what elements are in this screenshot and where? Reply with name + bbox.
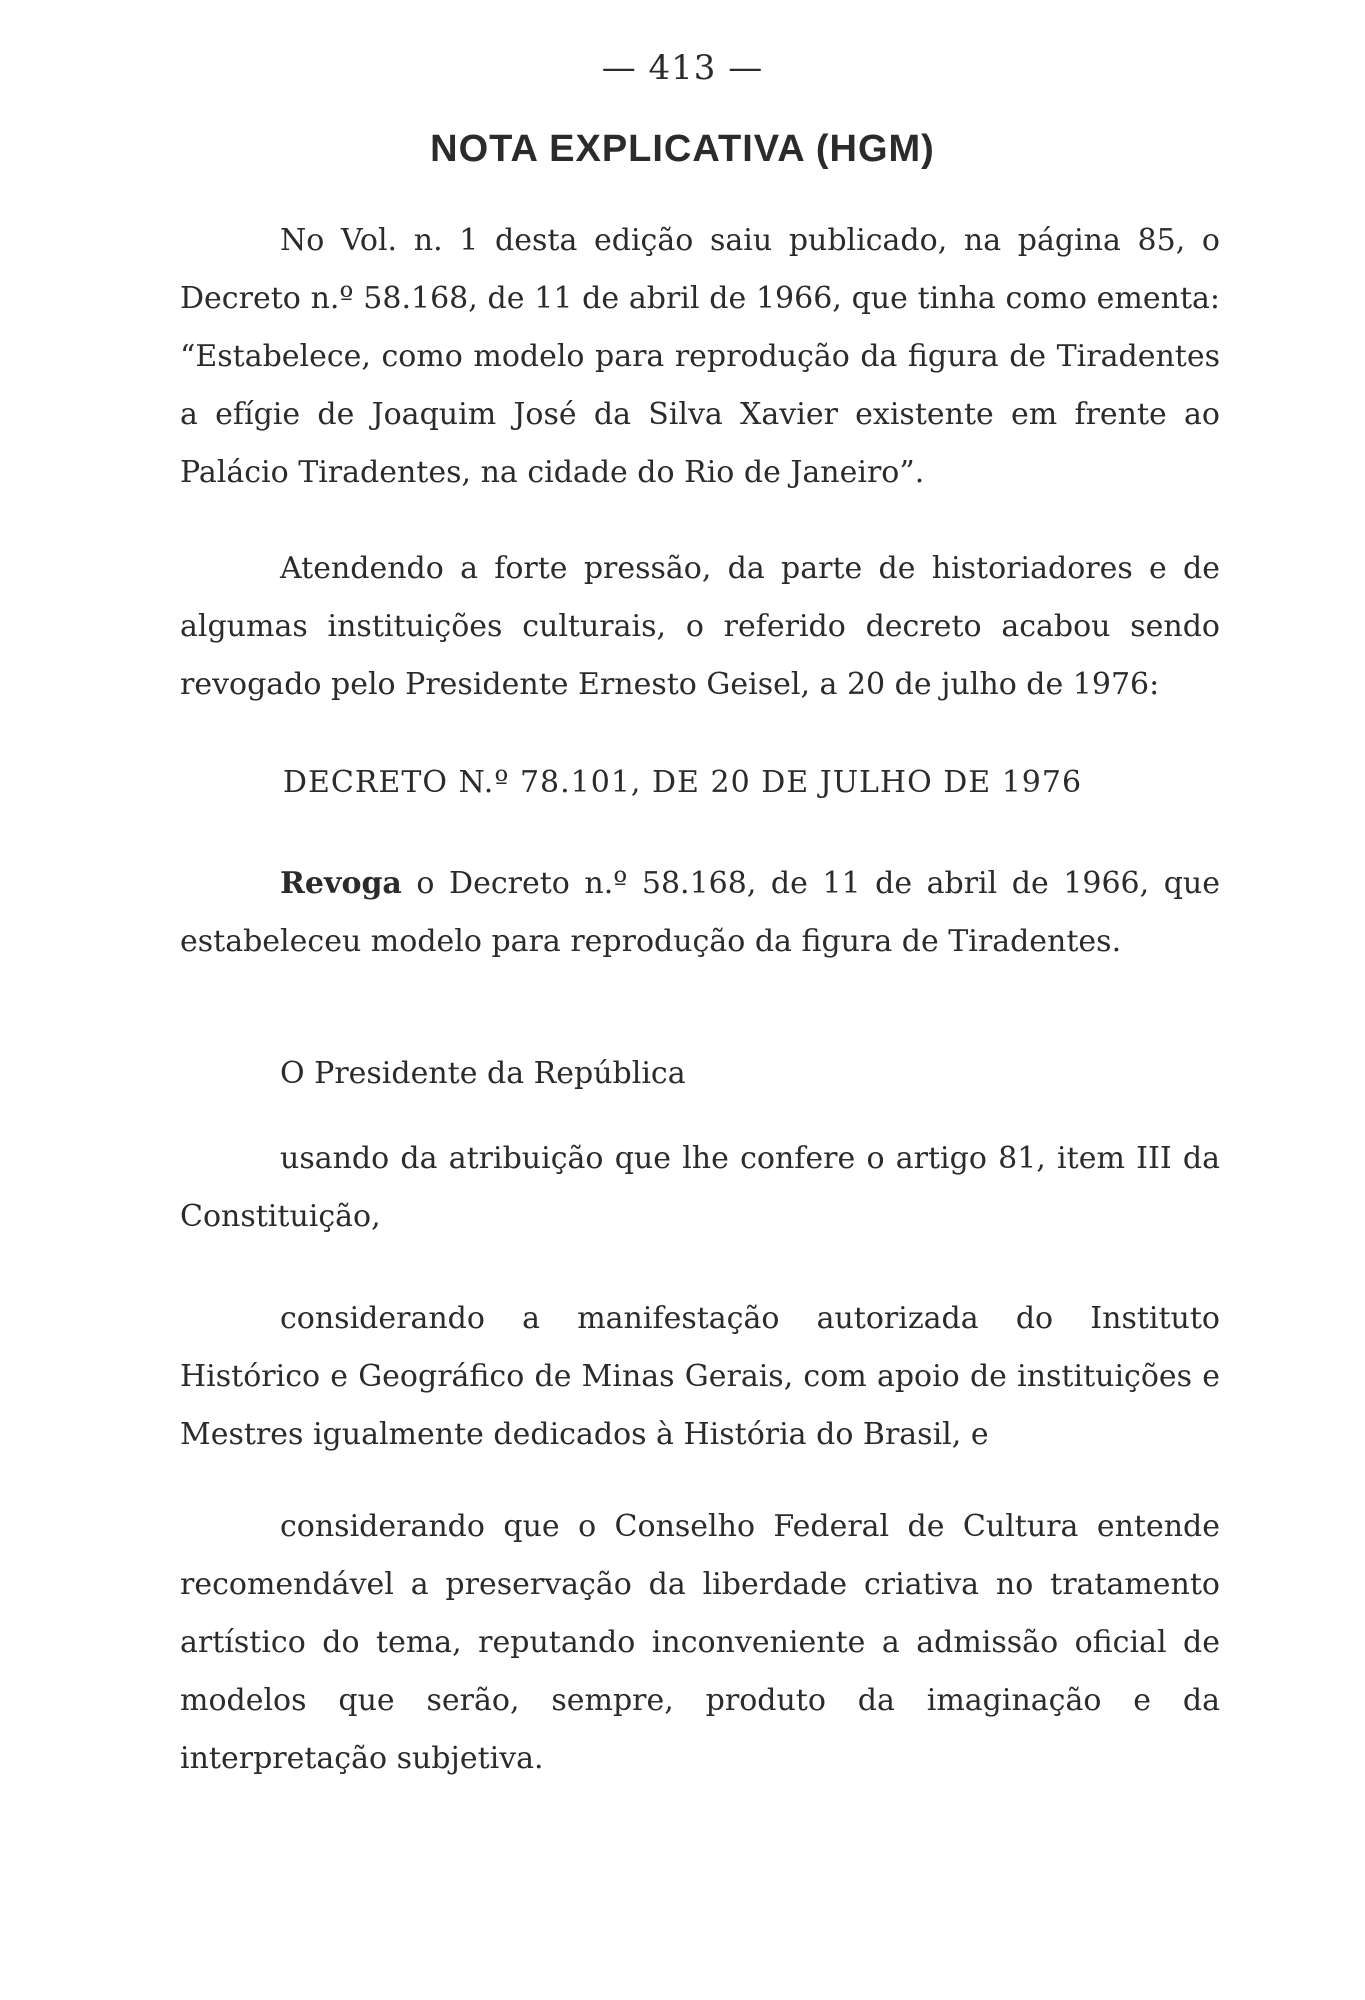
president-text: O Presidente da República — [280, 1056, 686, 1091]
clause-text: considerando a manifestação autorizada do Instituto Histórico e Geográfico de Minas Gerais, com apoio de instituições e Mestres igualmente dedicados à História do Brasil, e — [180, 1301, 1220, 1452]
page-number: — 413 — — [601, 48, 764, 88]
ementa-lead: Revoga — [280, 866, 402, 901]
decree-ementa — [180, 855, 1220, 971]
clause-considerando-1 — [180, 1290, 1220, 1464]
page-title: NOTA EXPLICATIVA (HGM) — [430, 128, 935, 170]
president-line — [180, 1045, 1220, 1103]
paragraph-text: Atendendo a forte pressão, da parte de historiadores e de algumas instituições culturais, o referido decreto acabou sendo revogado pelo Presidente Ernesto Geisel, a 20 de julho de 1976: — [180, 551, 1220, 702]
paragraph-intro — [180, 212, 1220, 502]
ementa-rest: o Decreto n.º 58.168, de 11 de abril de 1966, que estabeleceu modelo para reprodução da figura de Tiradentes. — [180, 866, 1220, 959]
clause-usando — [180, 1130, 1220, 1246]
ementa-text — [180, 855, 1220, 971]
clause-text: usando da atribuição que lhe confere o artigo 81, item III da Constituição, — [180, 1141, 1220, 1234]
paragraph-revocation — [180, 540, 1220, 714]
paragraph-text: No Vol. n. 1 desta edição saiu publicado, na página 85, o Decreto n.º 58.168, de 11 de abril de 1966, que tinha como ementa: “Estabelece, como modelo para reprodução da figura de Tiradentes a efígie de Joaquim José da Silva Xavier existente em frente ao Palácio Tiradentes, na cidade do Rio de Janeiro”. — [180, 223, 1220, 490]
decree-heading: DECRETO N.º 78.101, DE 20 DE JULHO DE 1976 — [282, 765, 1083, 800]
clause-considerando-2 — [180, 1498, 1220, 1788]
clause-text: considerando que o Conselho Federal de Cultura entende recomendável a preservação da liberdade criativa no tratamento artístico do tema, reputando inconveniente a admissão oficial de modelos que serão, sempre, produto da imaginação e da interpretação subjetiva. — [180, 1509, 1220, 1776]
